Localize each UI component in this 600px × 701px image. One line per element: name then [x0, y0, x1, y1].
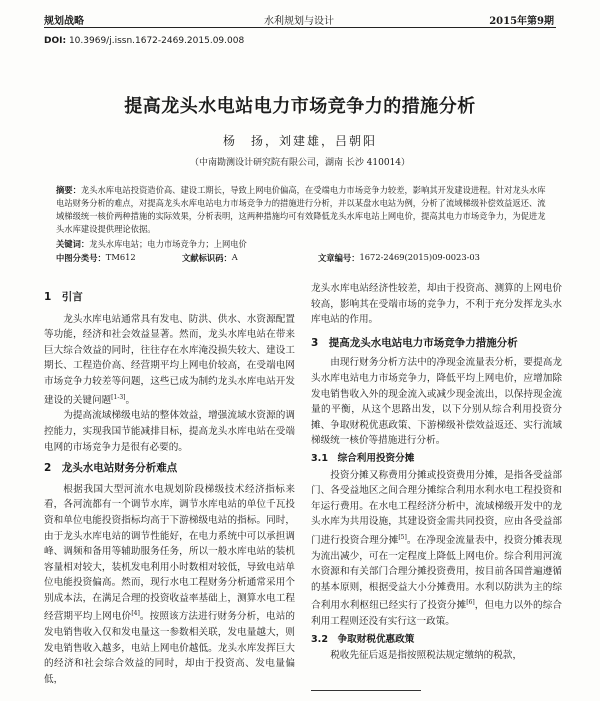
article-number-label: 文章编号：: [318, 253, 360, 263]
section-1-paragraph-1: 龙头水库电站通常具有发电、防洪、供水、水资源配置等功能，经济和社会效益显著。然而，龙头水库电站在带来巨大综合效益的同时，往往存在水库淹没损失较大、建设工期长、工程造价高、经营期平均上网电价较高，在受端电网市场竞争力较差等问题，这些已成为制约龙头水库电站开发建设的关键问题[1-3]。: [44, 313, 295, 406]
doi-value: 10.3969/j.issn.1672-2469.2015.09.008: [68, 36, 245, 46]
clc-value: TM612: [105, 252, 136, 262]
keywords-label: 关键词：: [56, 239, 90, 249]
header-section: 规划战略: [44, 16, 84, 27]
doi: [44, 36, 244, 46]
section-2-heading: 2 龙头水电站财务分析难点: [44, 462, 178, 475]
section-3-paragraph-1: 由现行财务分析方法中的净现金流量表分析，要提高龙头水库电站电力市场竞争力，降低平均上网电价，应增加除发电销售收入外的现金流入或减少现金流出，以保持现金流量的平衡，从这个思路出发，以下分别从综合利用投资分摊、争取财税优惠政策、下游梯级补偿效益返还、实行流域梯级统一核价等措施进行分析。: [311, 357, 562, 447]
citation: [5]: [398, 533, 407, 541]
section-3-2-heading: 3.2 争取财税优惠政策: [311, 633, 415, 645]
section-1-heading: 1 引言: [44, 291, 83, 303]
abstract-text: 龙头水库电站投资造价高、建设工期长，导致上网电价偏高，在受端电力市场竞争力较差，影响其开发建设进程。针对龙头水库电站财务分析的难点，对提高龙头水库电站电力市场竞争力的措施进行分析，并以某盘水电站为例，分析了流域梯级补偿效益返还、流域梯级统一核价两种措施的实际效果，分析表明，这两种措施均可有效降低龙头水库电站上网电价，提高其电力市场竞争力，为促进龙头水库建设提供理论依据。: [56, 185, 546, 234]
footnote-rule: [311, 690, 421, 691]
article-number-value: 1672-2469(2015)09-0023-03: [359, 252, 480, 262]
keywords: [56, 238, 546, 250]
affiliation: （中南勘测设计研究院有限公司，湖南 长沙 410014）: [189, 158, 411, 168]
header-issue: 2015年第9期: [489, 16, 554, 27]
doi-label: DOI:: [44, 36, 67, 46]
section-3-heading: 3 提高龙头水电站电力市场竞争力措施分析: [311, 336, 518, 349]
header-rule: [44, 27, 556, 28]
citation: [4]: [131, 610, 140, 618]
clc-label: 中图分类号：: [56, 253, 106, 263]
right-column: [311, 281, 562, 664]
authors: 杨 扬，刘建雄，吕朝阳: [222, 134, 377, 148]
paper-title: 提高龙头水电站电力市场竞争力的措施分析: [124, 96, 476, 117]
section-1-paragraph-2: 为提高流域梯级电站的整体效益，增强流域水资源的调控能力，实现我国节能减排目标，提高龙头水库电站在受端电网的市场竞争力是很有必要的。: [44, 410, 295, 453]
running-header: [0, 8, 600, 26]
section-3-1-heading: 3.1 综合利用投资分摊: [311, 452, 415, 464]
doc-code-value: A: [231, 252, 238, 262]
left-column: [44, 290, 295, 688]
abstract-label: 摘要：: [56, 185, 81, 195]
section-3-1-paragraph: 投资分摊又称费用分摊或投资费用分摊，是指各受益部门、各受益地区之间合理分摊综合利用水利水电工程投资和年运行费用。在水电工程经济分析中，流域梯级开发中的龙头水库为共用设施，其建设资金需共同投资，应由各受益部门进行投资合理分摊[5]。在净现金流量表中，投资分摊表现为流出减少，可在一定程度上降低上网电价。综合利用河流水资源和有关部门合理分摊投资费用，按目前各国普遍遵循的基本原则，根据受益大小分摊费用。水利以防洪为主的综合利用水利枢纽已经实行了投资分摊[6]，但电力以外的综合利用工程则还没有实行这一政策。: [311, 469, 563, 628]
header-journal: 水利规划与设计: [264, 16, 334, 27]
citation: [1-3]: [111, 393, 126, 401]
citation: [6]: [466, 599, 475, 607]
section-2-paragraph-1: 根据我国大型河流水电规划阶段梯级技术经济指标来看，各河流都有一个调节水库，调节水库电站的单位千瓦投资和单位电能投资指标均高于下游梯级电站的指标。同时，由于龙头水库电站的调节性能好，在电力系统中可以承担调峰、调频和备用等辅助服务任务，所以一般水库电站的装机容量相对较大，装机发电利用小时数相对较低，导致电站单位电能投资偏高。然而，现行水电工程财务分析通常采用个别成本法，在满足合理的投资收益率基础上，测算水电工程经营期平均上网电价[4]。按照该方法进行财务分析，电站的发电销售收入仅和发电量这一参数相关联，发电量越大，则发电销售收入越多，电站上网电价越低。龙头水库发挥巨大的经济和社会综合效益的同时，却由于投资高、发电量偏低，: [44, 483, 296, 686]
continued-paragraph: 龙头水库电站经济性较差，却由于投资高、测算的上网电价较高，影响其在受端市场的竞争力，不利于充分发挥龙头水库电站的作用。: [311, 283, 562, 326]
abstract: [56, 184, 546, 236]
doc-code-label: 文献标识码：: [182, 253, 232, 263]
keywords-text: 龙头水库电站；电力市场竞争力；上网电价: [89, 239, 247, 249]
section-3-2-paragraph: 税收先征后返是指按照税法规定缴纳的税款，: [330, 650, 523, 662]
